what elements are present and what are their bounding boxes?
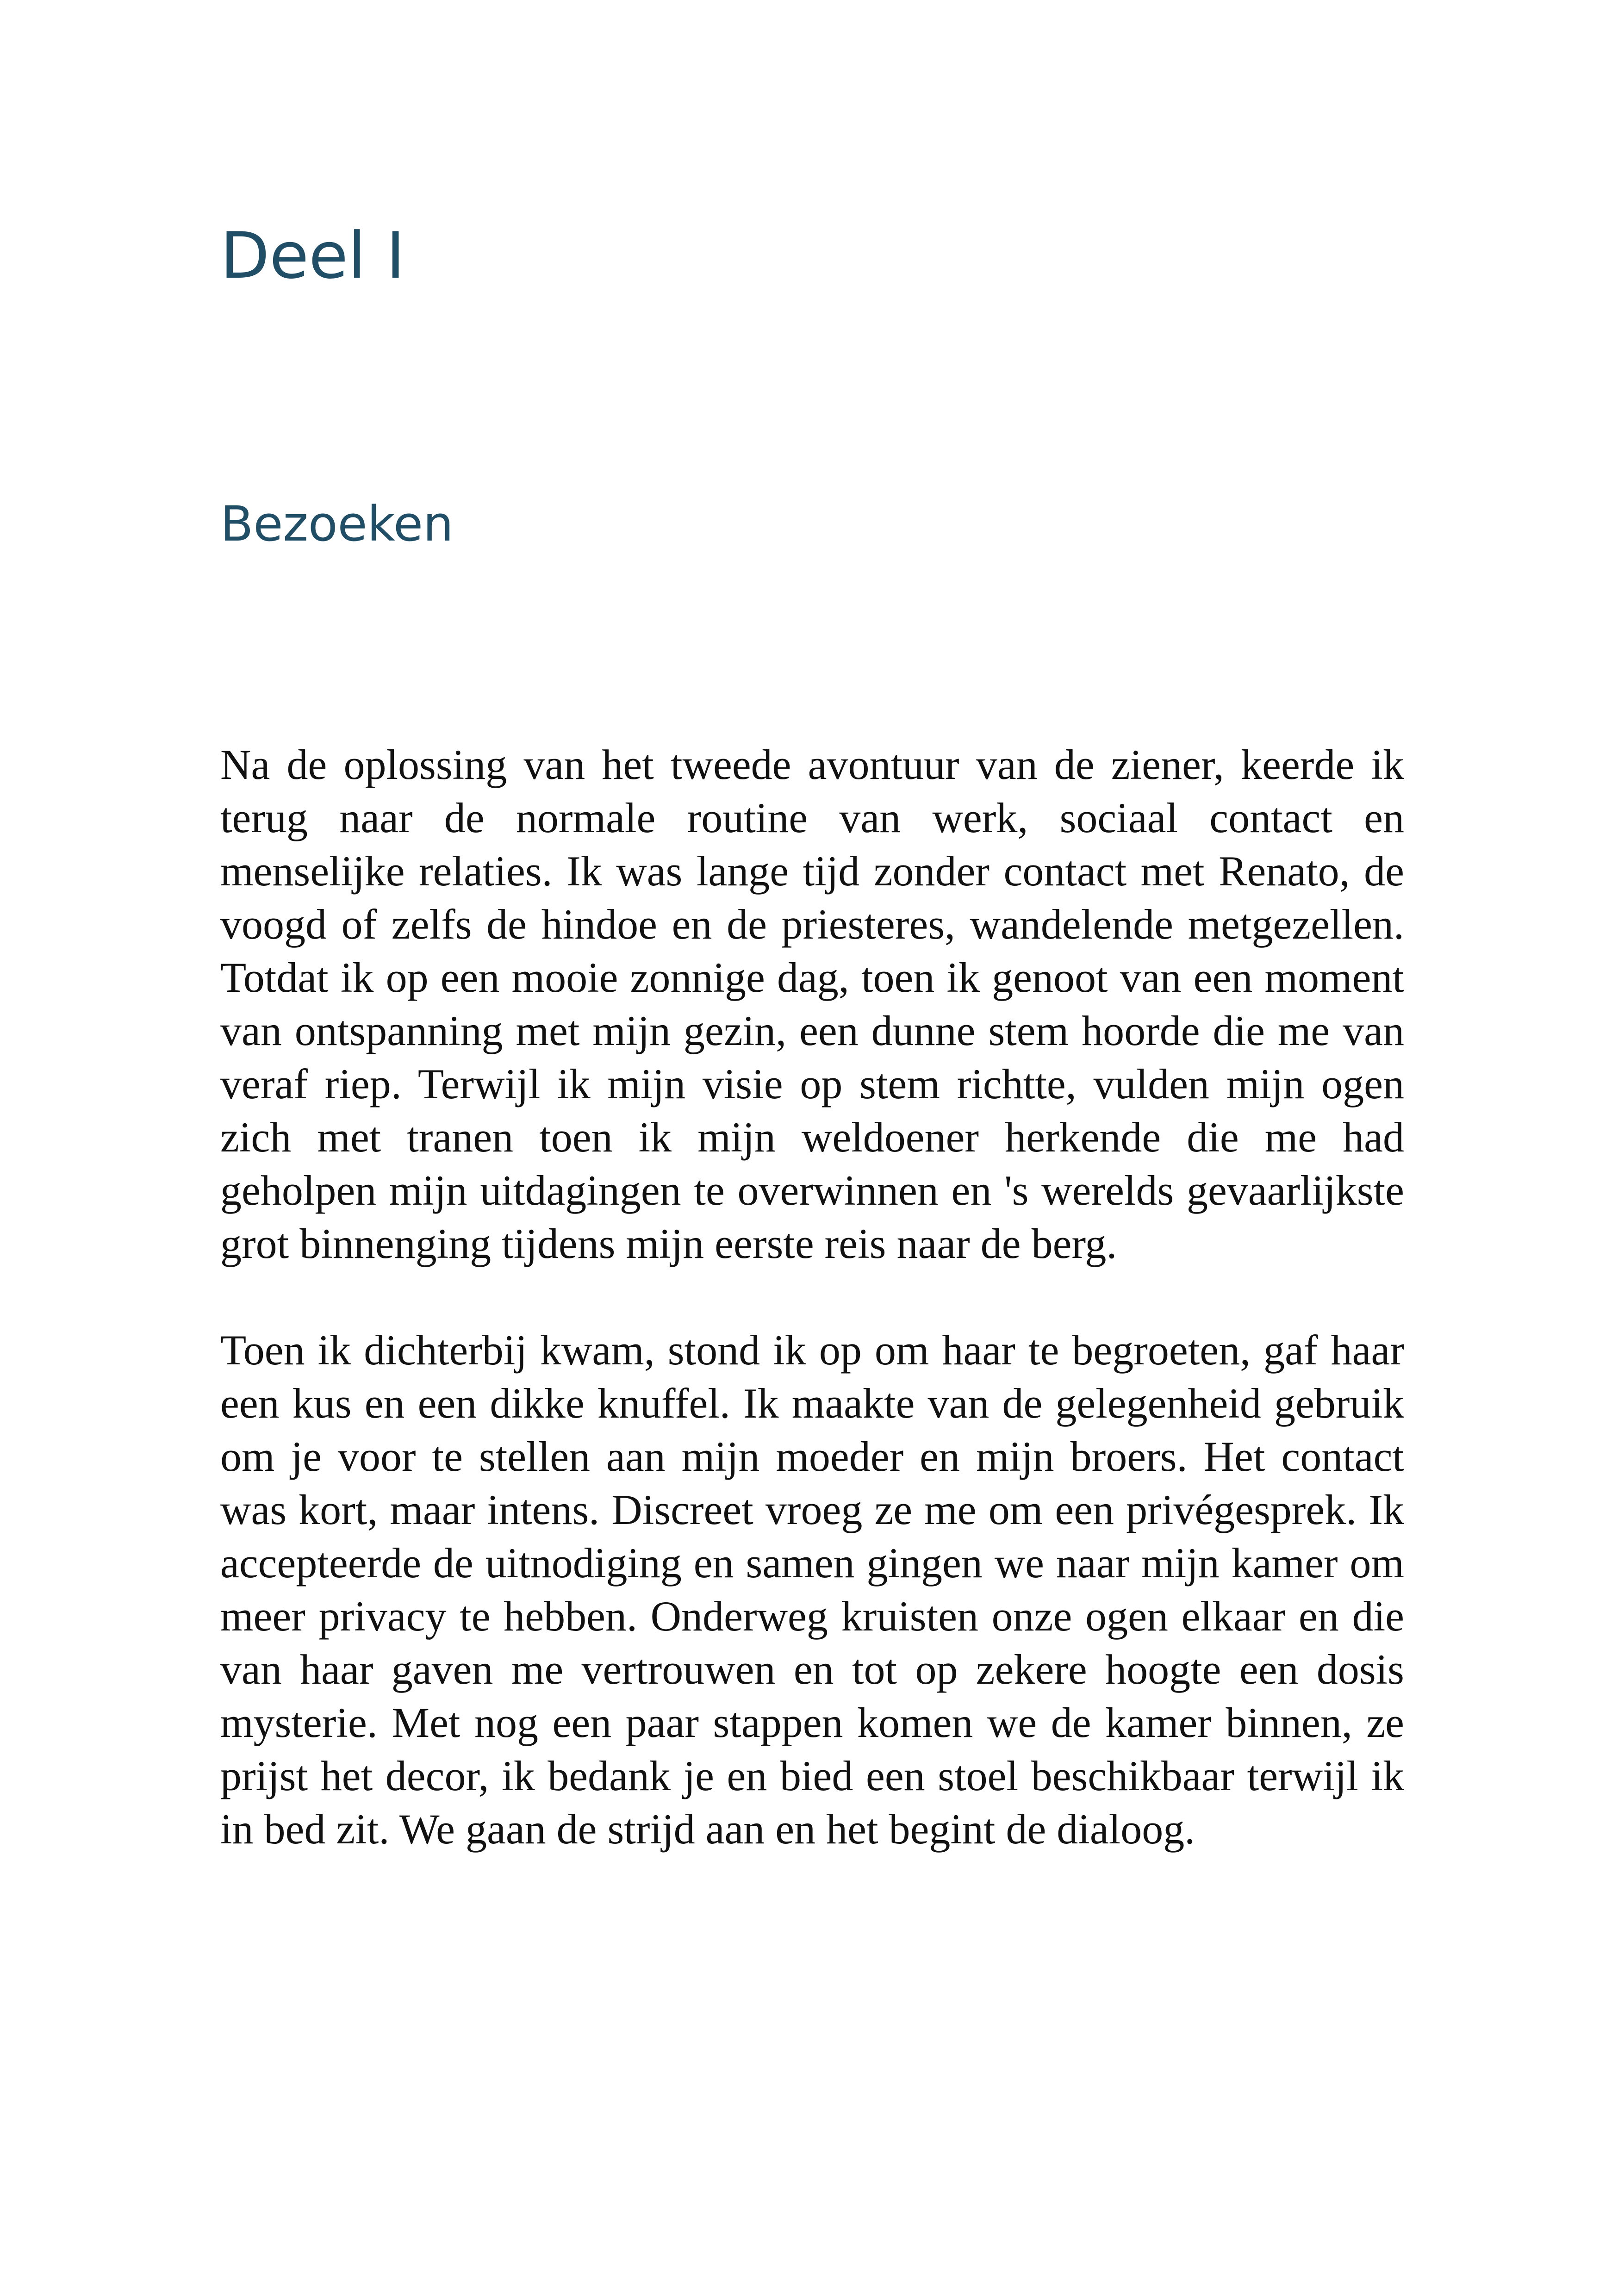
paragraph: Na de oplossing van het tweede avontuur van de ziener, keerde ik terug naar de normale routine van werk, sociaal contact en menselijke relaties. Ik was lange tijd zonder contact met Renato, de voogd of zelfs de hindoe en de priesteres, wandelende metgezellen. Totdat ik op een mooie zonnige dag, toen ik genoot van een moment van ontspanning met mijn gezin, een dunne stem hoorde die me van veraf riep. Terwijl ik mijn visie op stem richtte, vulden mijn ogen zich met tranen toen ik mijn weldoener herkende die me had geholpen mijn uitdagingen te overwinnen en 's werelds gevaarlijkste grot binnenging tijdens mijn eerste reis naar de berg. [220,741,1404,1267]
chapter-title: Bezoeken [220,496,454,552]
part-title: Deel I [220,218,405,293]
body-text [220,738,1404,1909]
paragraph: Toen ik dichterbij kwam, stond ik op om haar te begroeten, gaf haar een kus en een dikke knuffel. Ik maakte van de gelegenheid gebruik om je voor te stellen aan mijn moeder en mijn broers. Het contact was kort, maar intens. Discreet vroeg ze me om een privégesprek. Ik accepteerde de uitnodiging en samen gingen we naar mijn kamer om meer privacy te hebben. Onderweg kruisten onze ogen elkaar en die van haar gaven me vertrouwen en tot op zekere hoogte een dosis mysterie. Met nog een paar stappen komen we de kamer binnen, ze prijst het decor, ik bedank je en bied een stoel beschikbaar terwijl ik in bed zit. We gaan de strijd aan en het begint de dialoog. [220,1326,1404,1853]
